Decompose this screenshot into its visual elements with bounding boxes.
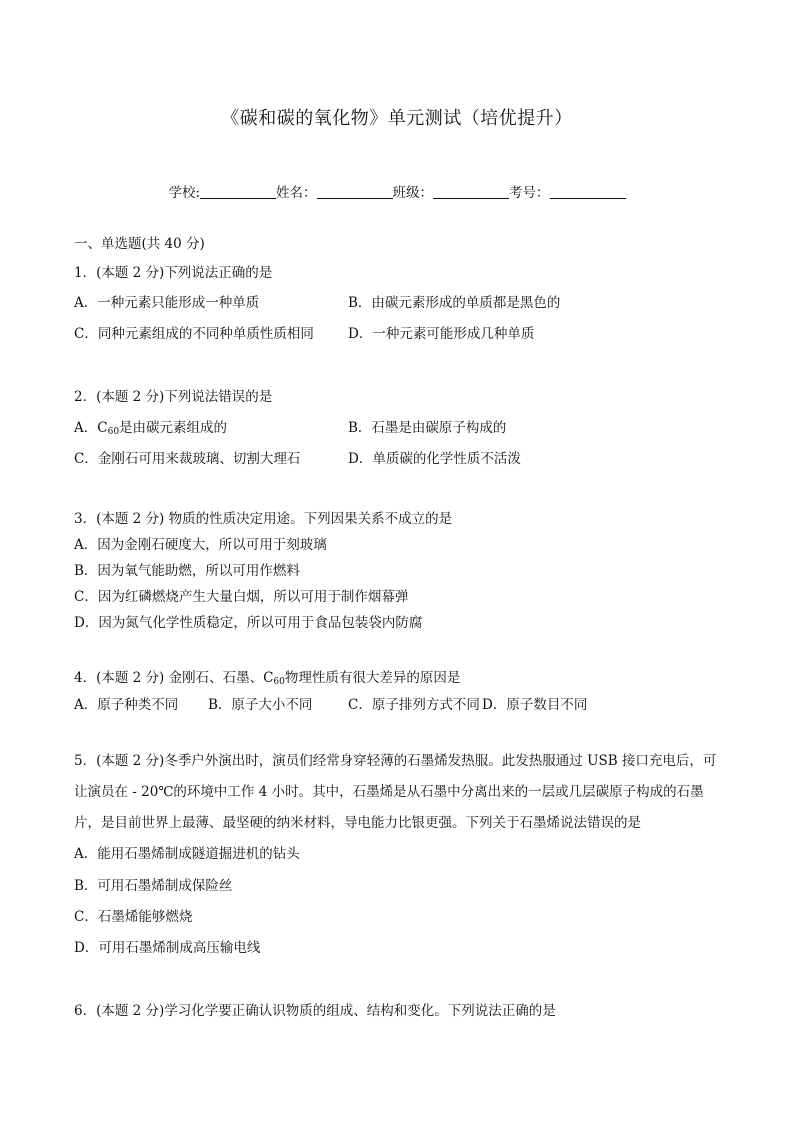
class-blank[interactable] (433, 186, 509, 199)
name-blank[interactable] (317, 186, 393, 199)
q2-option-c: C．金刚石可用来裁玻璃、切割大理石 (74, 451, 301, 467)
q4-option-b: B．原子大小不同 (208, 697, 313, 713)
q4-stem: 4．(本题 2 分) 金刚石、石墨、$C_{60}$物理性质有很大差异的原因是 (74, 670, 461, 687)
q5-option-b: B．可用石墨烯制成保险丝 (74, 878, 233, 894)
q1-stem: 1．(本题 2 分)下列说法正确的是 (74, 265, 273, 281)
q5-option-c: C．石墨烯能够燃烧 (74, 909, 193, 925)
q4-option-a: A．原子种类不同 (74, 697, 179, 713)
class-label: 班级： (392, 185, 434, 201)
q1-option-a: A．一种元素只能形成一种单质 (74, 295, 260, 311)
q1-option-b: B．由碳元素形成的单质都是黑色的 (348, 295, 561, 311)
page-title: 《碳和碳的氧化物》单元测试（培优提升） (221, 108, 573, 129)
q1-option-d: D．一种元素可能形成几种单质 (348, 326, 535, 342)
q5-option-a: A．能用石墨烯制成隧道掘进机的钻头 (74, 846, 300, 862)
q6-stem: 6．(本题 2 分)学习化学要正确认识物质的组成、结构和变化。下列说法正确的是 (74, 1003, 556, 1019)
q5-stem-line-3: 片，是目前世界上最薄、最坚硬的纳米材料，导电能力比银更强。下列关于石墨烯说法错误的是 (74, 815, 641, 831)
name-label: 姓名： (276, 185, 317, 201)
q1-option-c: C．同种元素组成的不同种单质性质相同 (74, 326, 314, 342)
q4-option-d: D．原子数目不同 (482, 697, 588, 713)
q3-option-c: C．因为红磷燃烧产生大量白烟，所以可用于制作烟幕弹 (74, 589, 409, 605)
q2-option-a: A．$C_{60}$是由碳元素组成的 (74, 420, 228, 437)
exam-no-label: 考号： (509, 185, 550, 201)
q2-option-b: B．石墨是由碳原子构成的 (348, 420, 507, 436)
q5-option-d: D．可用石墨烯制成高压输电线 (74, 940, 261, 956)
student-info-line (0, 181, 794, 201)
q5-stem-line-1: 5．(本题 2 分)冬季户外演出时，演员们经常身穿轻薄的石墨烯发热服。此发热服通过 USB 接口充电后，可 (74, 753, 717, 769)
q2-option-d: D．单质碳的化学性质不活泼 (348, 451, 521, 467)
q5-stem-line-2: 让演员在 - 20℃的环境中工作 4 小时。其中，石墨烯是从石墨中分离出来的一层或几层碳原子构成的石墨 (74, 784, 704, 800)
q2-stem: 2．(本题 2 分)下列说法错误的是 (74, 389, 273, 405)
q3-stem: 3．(本题 2 分) 物质的性质决定用途。下列因果关系不成立的是 (74, 511, 453, 527)
school-label: 学校: (168, 185, 201, 201)
school-blank[interactable] (200, 186, 276, 199)
q3-option-b: B．因为氧气能助燃，所以可用作燃料 (74, 563, 300, 579)
q4-option-c: C．原子排列方式不同 (348, 697, 480, 713)
exam-no-blank[interactable] (550, 186, 626, 199)
section-heading: 一、单选题(共 40 分) (74, 236, 205, 252)
q3-option-a: A．因为金刚石硬度大，所以可用于刻玻璃 (74, 537, 327, 553)
q3-option-d: D．因为氮气化学性质稳定，所以可用于食品包装袋内防腐 (74, 615, 423, 631)
